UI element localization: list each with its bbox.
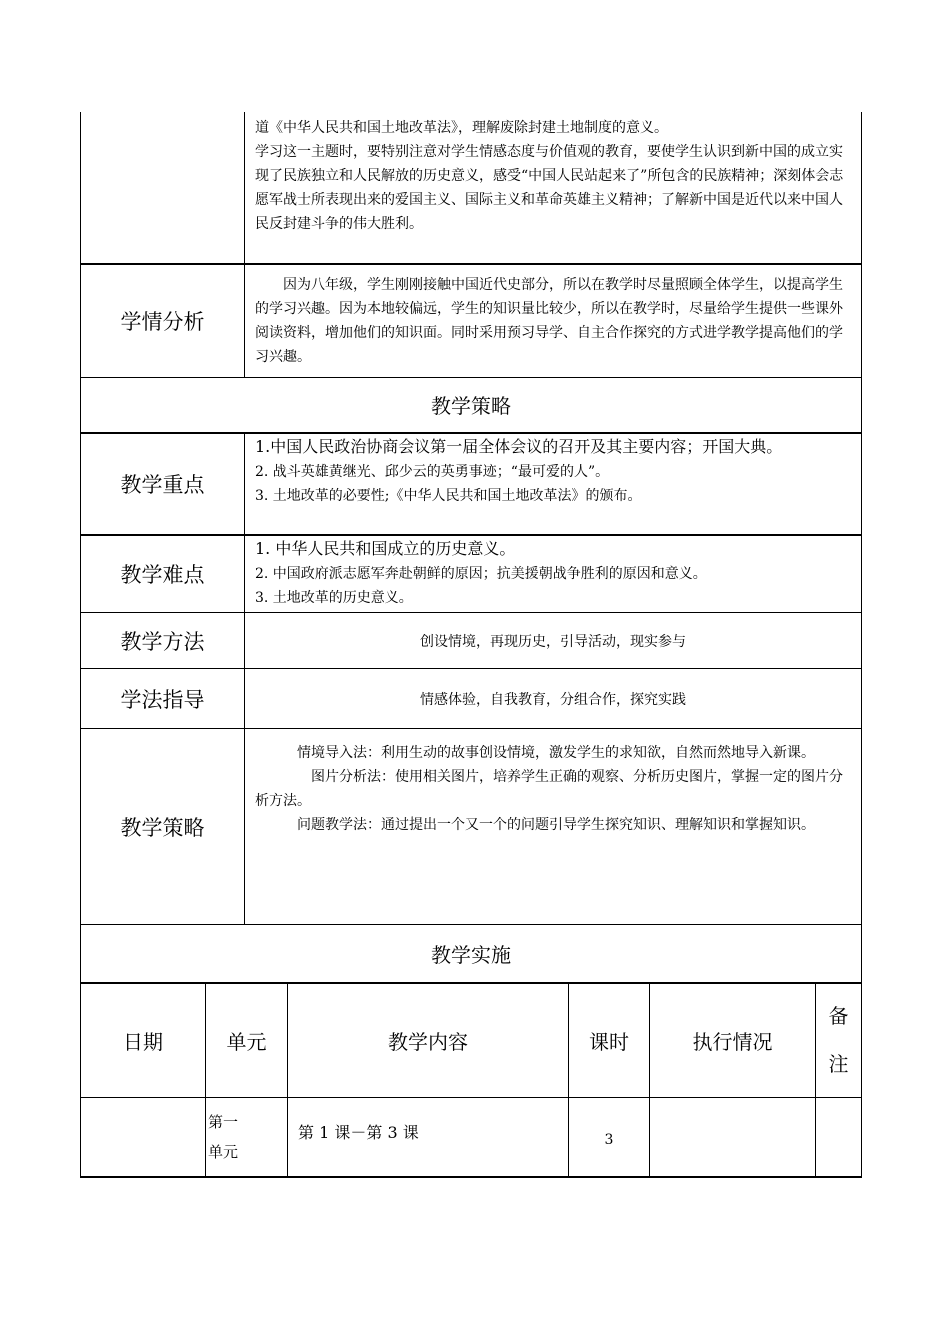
strategy-paragraph-3: 问题教学法：通过提出一个又一个的问题引导学生探究知识、理解知识和掌握知识。 xyxy=(297,817,815,833)
row-unit xyxy=(206,1097,288,1177)
strategy-row xyxy=(81,729,862,925)
row-unit-line-2: 单元 xyxy=(208,1142,239,1161)
notes-header-char-1: 备 xyxy=(828,1004,849,1029)
study-guide-row xyxy=(81,669,862,729)
col-unit-header: 单元 xyxy=(206,983,288,1097)
col-notes-header xyxy=(816,983,862,1097)
method-row xyxy=(81,613,862,669)
difficult-points-row xyxy=(81,535,862,613)
table-row xyxy=(81,1097,862,1177)
lesson-plan-sheet xyxy=(80,112,861,1178)
top-block-label xyxy=(81,112,245,264)
difficult-point-1: 1. 中华人民共和国成立的历史意义。 xyxy=(255,539,516,558)
row-content: 第 1 课－第 3 课 xyxy=(288,1097,569,1177)
row-unit-line-1: 第一 xyxy=(208,1112,239,1131)
method-text: 创设情境，再现历史，引导活动，现实参与 xyxy=(245,613,862,669)
difficult-points-content xyxy=(245,535,862,613)
col-date-header: 日期 xyxy=(81,983,206,1097)
implementation-header-row xyxy=(81,925,862,983)
row-notes xyxy=(816,1097,862,1177)
implementation-table xyxy=(80,982,862,1178)
top-block-line-1: 道《中华人民共和国土地改革法》，理解废除封建土地制度的意义。 xyxy=(255,120,668,136)
study-guide-label: 学法指导 xyxy=(81,669,245,729)
strategy-paragraph-2: 图片分析法：使用相关图片，培养学生正确的观察、分析历史图片，掌握一定的图片分析方法。 xyxy=(255,769,843,809)
col-status-header: 执行情况 xyxy=(650,983,816,1097)
strategy-label: 教学策略 xyxy=(81,729,245,925)
top-block-line-2: 学习这一主题时，要特别注意对学生情感态度与价值观的教育，要使学生认识到新中国的成立实现了民族独立和人民解放的历史意义，感受“中国人民站起来了”所包含的民族精神；深刻体会志愿军战士所表现出来的爱国主义、国际主义和革命英雄主义精神；了解新中国是近代以来中国人民反封建斗争的伟大胜利。 xyxy=(255,144,844,232)
key-point-3: 3. 土地改革的必要性;《中华人民共和国土地改革法》的颁布。 xyxy=(255,488,642,504)
student-analysis-content xyxy=(245,264,862,377)
implementation-header xyxy=(81,983,862,1097)
key-points-label: 教学重点 xyxy=(81,433,245,535)
row-hours: 3 xyxy=(569,1097,650,1177)
col-content-header: 教学内容 xyxy=(288,983,569,1097)
row-date xyxy=(81,1097,206,1177)
strategy-paragraph-1: 情境导入法：利用生动的故事创设情境，激发学生的求知欲，自然而然地导入新课。 xyxy=(297,745,815,761)
plan-table xyxy=(80,112,862,983)
key-points-content xyxy=(245,433,862,535)
key-point-2: 2. 战斗英雄黄继光、邱少云的英勇事迹；“最可爱的人”。 xyxy=(255,464,610,480)
notes-header-char-2: 注 xyxy=(828,1052,849,1077)
difficult-point-3: 3. 土地改革的历史意义。 xyxy=(255,590,413,606)
col-hours-header: 课时 xyxy=(569,983,650,1097)
key-point-1: 1.中国人民政治协商会议第一届全体会议的召开及其主要内容；开国大典。 xyxy=(255,437,783,456)
study-guide-text: 情感体验，自我教育，分组合作，探究实践 xyxy=(245,669,862,729)
difficult-points-label: 教学难点 xyxy=(81,535,245,613)
implementation-section-title: 教学实施 xyxy=(81,925,862,983)
strategy-header-row xyxy=(81,377,862,433)
student-analysis-label: 学情分析 xyxy=(81,264,245,377)
student-analysis-row xyxy=(81,264,862,377)
student-analysis-text: 因为八年级，学生刚刚接触中国近代史部分，所以在教学时尽量照顾全体学生，以提高学生的学习兴趣。因为本地较偏远，学生的知识量比较少，所以在教学时，尽量给学生提供一些课外阅读资料，增加他们的知识面。同时采用预习导学、自主合作探究的方式进学教学提高他们的学习兴趣。 xyxy=(255,277,843,365)
row-status xyxy=(650,1097,816,1177)
method-label: 教学方法 xyxy=(81,613,245,669)
top-block-row xyxy=(81,112,862,264)
strategy-content xyxy=(245,729,862,925)
top-block-content xyxy=(245,112,862,264)
key-points-row xyxy=(81,433,862,535)
difficult-point-2: 2. 中国政府派志愿军奔赴朝鲜的原因；抗美援朝战争胜利的原因和意义。 xyxy=(255,566,707,582)
strategy-section-title: 教学策略 xyxy=(81,377,862,433)
